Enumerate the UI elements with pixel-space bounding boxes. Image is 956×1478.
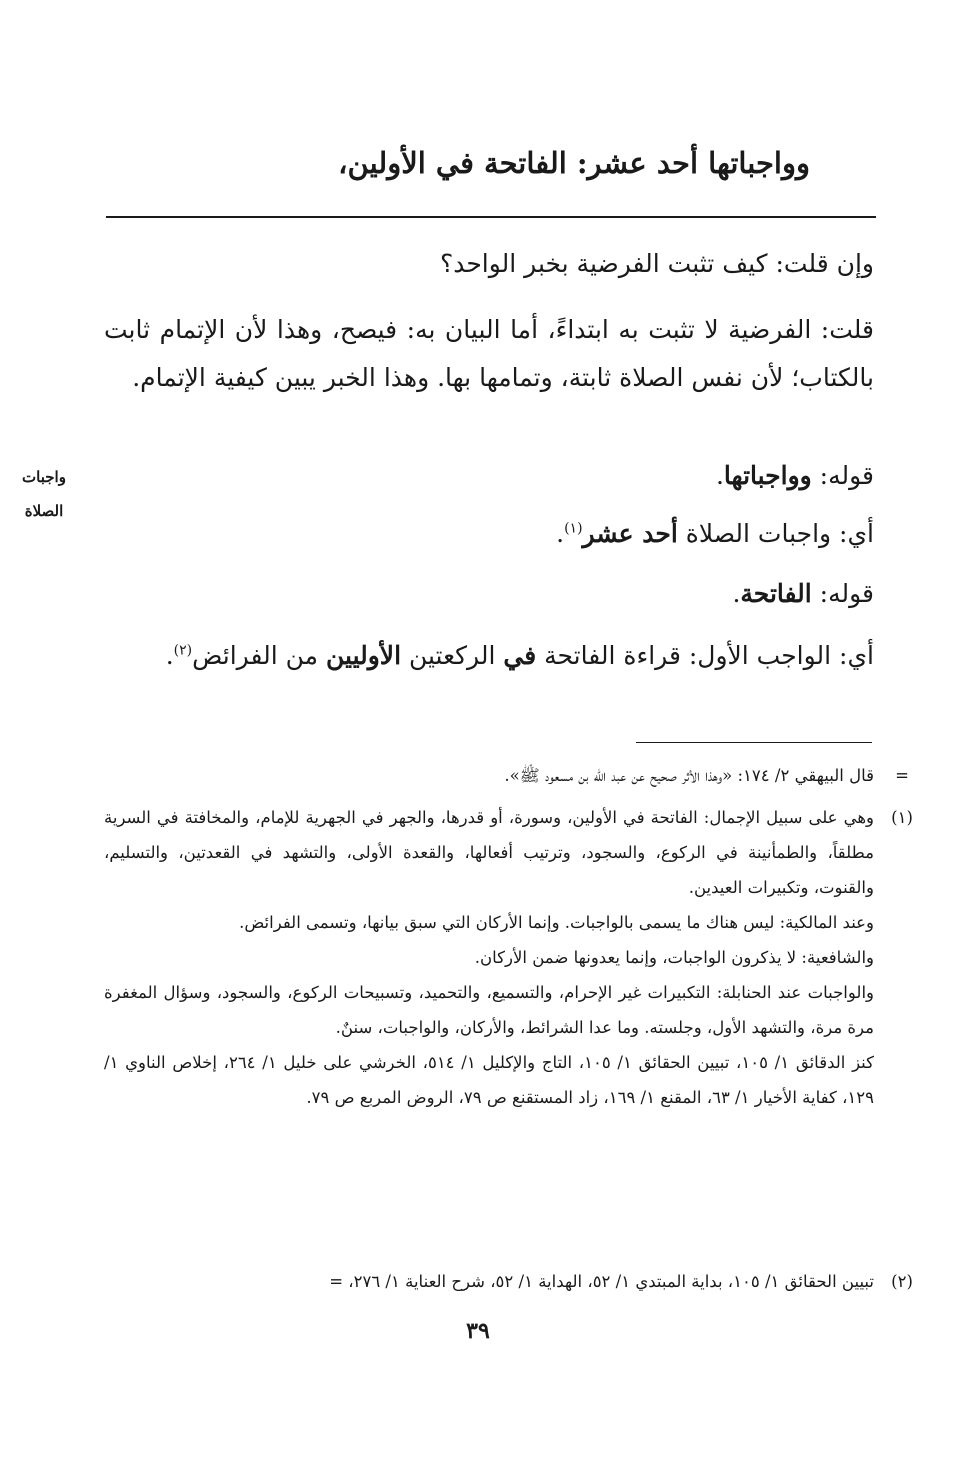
running-header-title: وواجباتها أحد عشر: الفاتحة في الأولين، — [338, 146, 810, 180]
footnote-2 — [104, 1264, 913, 1299]
paragraph-quote-fatiha — [104, 570, 874, 618]
punct: . — [715, 461, 724, 490]
margin-note-line-1: واجبات — [22, 468, 66, 486]
paragraph-question — [104, 240, 874, 288]
footnote-text: والشافعية: لا يذكرون الواجبات، وإنما يعدونها ضمن الأركان. — [474, 948, 874, 967]
quote-lead: قوله: — [811, 579, 874, 608]
footnote-continuation — [104, 758, 909, 793]
explain-lead: أي: الواجب الأول: قراءة الفاتحة — [536, 641, 874, 670]
punct: . — [165, 641, 174, 670]
footnote-1 — [104, 800, 913, 1115]
footnote-text: وعند المالكية: ليس هناك ما يسمى بالواجبات. وإنما الأركان التي سبق بيانها، وتسمى الفرائض. — [239, 913, 874, 932]
footnote-ref-1[interactable]: (١) — [564, 520, 583, 537]
footnote-number: (١) — [891, 808, 913, 827]
margin-note-line-2: الصلاة — [24, 502, 64, 520]
footnote-text: وهي على سبيل الإجمال: الفاتحة في الأولين، وسورة، أو قدرها، والجهر في الجهرية للإمام، والمخافتة في السرية مطلقاً، والطمأنينة في الركوع، والسجود، وترتيب أفعالها، والقعدة الأولى، والتشهد في القعدتين، والتسليم، والقنوت، وتكبيرات العيدين. — [104, 808, 874, 897]
footnote-text: والواجبات عند الحنابلة: التكبيرات غير الإحرام، والتسميع، والتحميد، وتسبيحات الركوع، والسجود، وسؤال المغفرة مرة مرة، والتشهد الأول، وجلسته. وما عدا الشرائط، والأركان، والواجبات، سننٌ. — [104, 983, 874, 1037]
footnote-ref-2[interactable]: (٢) — [173, 642, 193, 659]
footnote-divider — [636, 742, 872, 743]
footnote-text: كنز الدقائق ١/ ١٠٥، تبيين الحقائق ١/ ١٠٥، التاج والإكليل ١/ ٥١٤، الخرشي على خليل ١/ ٢٦٤، إخلاص الناوي ١/ ١٢٩، كفاية الأخيار ١/ ٦٣، المقنع ١/ ١٦٩، زاد المستقنع ص ٧٩، الروض المربع ص ٧٩. — [104, 1053, 875, 1107]
continuation-marker: = — [895, 766, 909, 785]
punct: . — [556, 519, 565, 548]
paragraph-text: قلت: الفرضية لا تثبت به ابتداءً، أما البيان به: فيصح، وهذا لأن الإتمام ثابت بالكتاب؛ لأن نفس الصلاة ثابتة، وتمامها بها. وهذا الخبر يبين كيفية الإتمام. — [104, 315, 874, 392]
footnote-text: تبيين الحقائق ١/ ١٠٥، بداية المبتدي ١/ ٥٢، الهداية ١/ ٥٢، شرح العناية ١/ ٢٧٦، = — [329, 1272, 874, 1291]
matn-term: أحد عشر — [582, 519, 678, 548]
footnote-number: (٢) — [891, 1272, 913, 1291]
paragraph-answer — [104, 306, 874, 402]
explain-mid: الركعتين — [401, 641, 504, 670]
paragraph-explain-wajibat — [104, 510, 874, 558]
explain-lead: أي: واجبات الصلاة — [677, 519, 874, 548]
matn-term: الأوليين — [326, 641, 402, 670]
page-number: ٣٩ — [466, 1318, 490, 1344]
paragraph-explain-fatiha — [104, 632, 874, 680]
explain-tail: من الفرائض — [192, 641, 326, 670]
header-divider — [106, 216, 876, 218]
punct: . — [732, 579, 741, 608]
paragraph-text: وإن قلت: كيف تثبت الفرضية بخبر الواحد؟ — [439, 249, 874, 278]
matn-term: الفاتحة — [740, 579, 812, 608]
matn-term: في — [503, 641, 537, 670]
margin-note — [4, 460, 84, 528]
matn-term: وواجباتها — [723, 461, 812, 490]
footnote-text: قال البيهقي ٢/ ١٧٤: «وهذا الأثر صحيح عن عبد الله بن مسعود ﷺ». — [504, 766, 874, 785]
quote-lead: قوله: — [811, 461, 874, 490]
paragraph-quote-wajibat — [104, 452, 874, 500]
